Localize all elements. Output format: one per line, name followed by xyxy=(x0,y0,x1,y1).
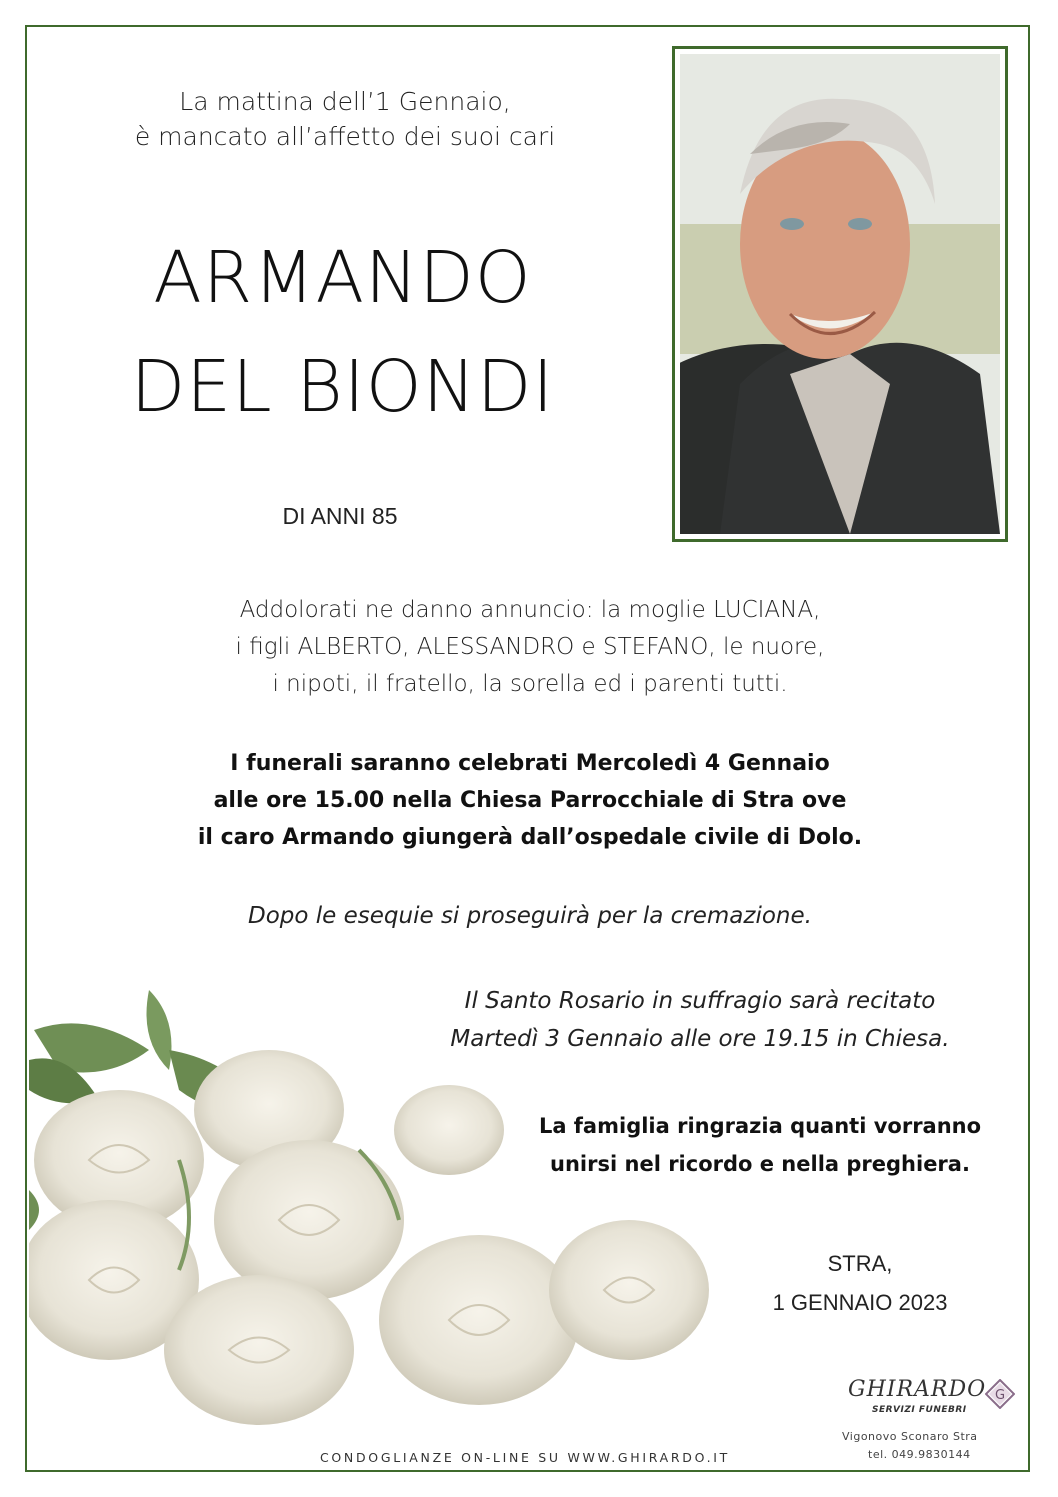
logo-badge-icon xyxy=(985,1379,1015,1409)
announcement-line: i nipoti, il fratello, la sorella ed i parenti tutti. xyxy=(272,671,788,697)
date-label: 1 GENNAIO 2023 xyxy=(772,1290,948,1315)
intro-text xyxy=(100,84,590,154)
funeral-line: I funerali saranno celebrati Mercoledì 4 Gennaio xyxy=(230,751,830,776)
white-roses-image xyxy=(29,990,729,1440)
place-label: STRA, xyxy=(827,1251,893,1276)
thanks-line: unirsi nel ricordo e nella preghiera. xyxy=(550,1152,970,1176)
announcement-line: Addolorati ne danno annuncio: la moglie LUCIANA, xyxy=(239,597,821,623)
svg-text:G: G xyxy=(994,1388,1006,1403)
rosary-line: Martedì 3 Gennaio alle ore 19.15 in Chiesa. xyxy=(450,1026,950,1052)
intro-line: è mancato all’affetto dei suoi cari xyxy=(134,122,556,151)
portrait-image xyxy=(680,54,1000,534)
place-date xyxy=(710,1244,1010,1322)
logo-phone: tel. 049.9830144 xyxy=(868,1448,971,1461)
funeral-line: alle ore 15.00 nella Chiesa Parrocchiale di Stra ove xyxy=(213,788,847,813)
logo-name: GHIRARDO xyxy=(848,1377,987,1402)
logo-towns: Vigonovo Sconaro Stra xyxy=(842,1430,978,1443)
age-label: DI ANNI 85 xyxy=(282,503,398,529)
logo-subtitle: SERVIZI FUNEBRI xyxy=(872,1405,967,1415)
funeral-details xyxy=(60,745,1000,856)
thanks-line: La famiglia ringrazia quanti vorranno xyxy=(538,1114,982,1138)
last-name: DEL BIONDI xyxy=(130,345,555,428)
funeral-home-logo xyxy=(830,1375,1030,1465)
cremation-note: Dopo le esequie si proseguirà per la cremazione. xyxy=(248,903,812,929)
rosary-line: Il Santo Rosario in suffragio sarà recitato xyxy=(464,988,936,1014)
intro-line: La mattina dell’1 Gennaio, xyxy=(179,87,511,116)
announcement-text xyxy=(100,592,960,703)
condolences-footer: CONDOGLIANZE ON-LINE SU WWW.GHIRARDO.IT xyxy=(319,1450,731,1465)
funeral-line: il caro Armando giungerà dall’ospedale civile di Dolo. xyxy=(197,825,863,850)
portrait-photo xyxy=(672,46,1008,542)
announcement-line: i figli ALBERTO, ALESSANDRO e STEFANO, le nuore, xyxy=(235,634,825,660)
first-name: ARMANDO xyxy=(153,236,532,319)
